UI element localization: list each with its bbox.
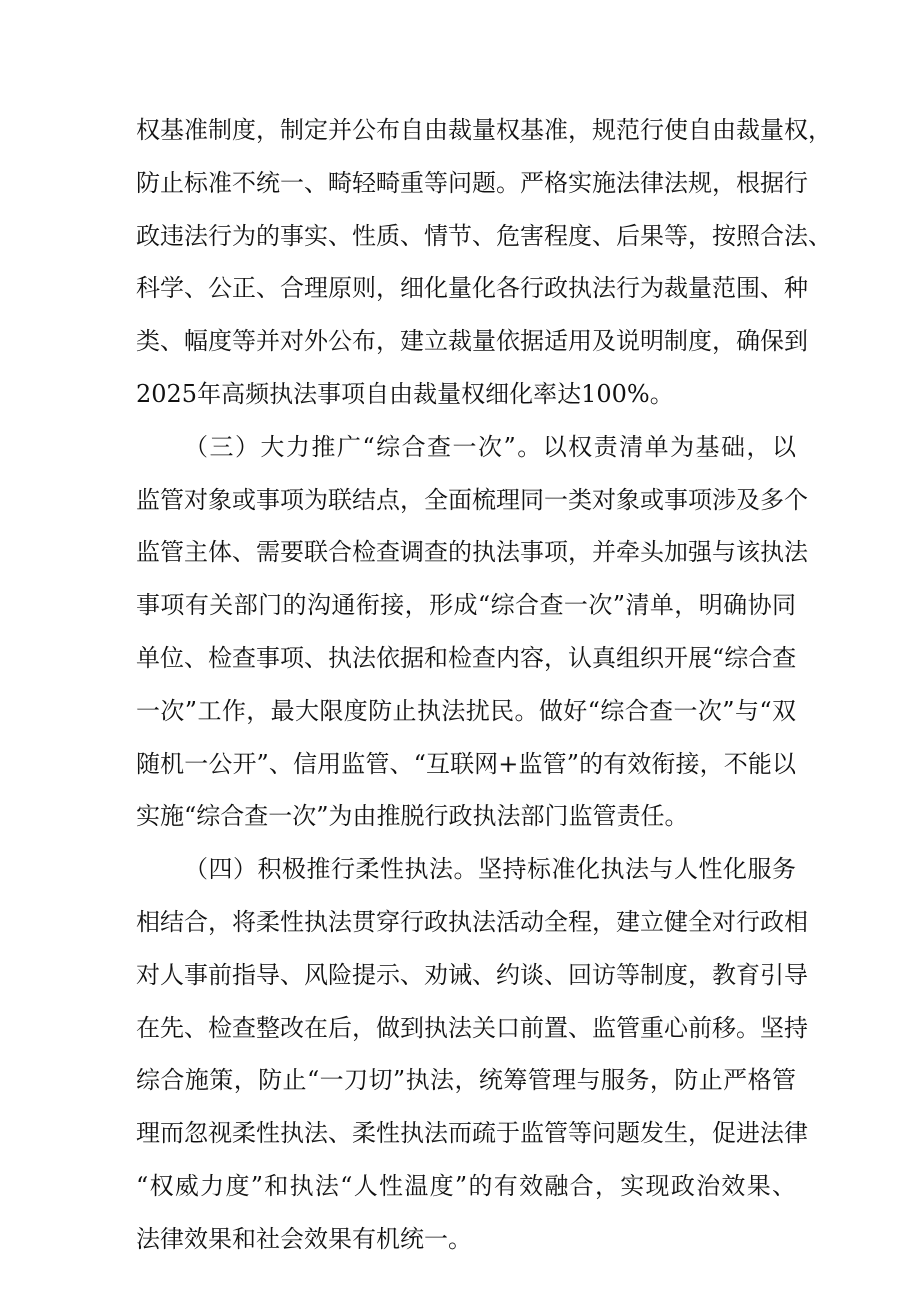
text-line: 理而忽视柔性执法、柔性执法而疏于监管等问题发生，促进法律 [136, 1119, 808, 1148]
text-line: 事项有关部门的沟通衔接，形成“综合查一次”清单，明确协同 [136, 591, 796, 620]
text-line: 科学、公正、合理原则，细化量化各行政执法行为裁量范围、种 [136, 274, 808, 303]
text-line: 一次”工作，最大限度防止执法扰民。做好“综合查一次”与“双 [136, 696, 796, 725]
paragraph-comprehensive-inspection [136, 421, 808, 843]
text-line: 防止标准不统一、畸轻畸重等问题。严格实施法律法规，根据行 [136, 168, 808, 197]
paragraph-discretion-standard [136, 104, 832, 421]
document-body [136, 104, 832, 1266]
text-line: 单位、检查事项、执法依据和检查内容，认真组织开展“综合查 [136, 643, 797, 672]
text-line: 政违法行为的事实、性质、情节、危害程度、后果等，按照合法、 [136, 221, 832, 250]
text-line: 2025年高频执法事项自由裁量权细化率达100%。 [136, 379, 674, 408]
text-line: 随机一公开”、信用监管、“互联网+监管”的有效衔接，不能以 [136, 749, 796, 778]
text-line: 实施“综合查一次”为由推脱行政执法部门监管责任。 [136, 802, 689, 831]
text-line: “权威力度”和执法“人性温度”的有效融合，实现政治效果、 [136, 1171, 796, 1200]
text-line: 在先、检查整改在后，做到执法关口前置、监管重心前移。坚持 [136, 1013, 808, 1042]
text-line: 权基准制度，制定并公布自由裁量权基准，规范行使自由裁量权， [136, 116, 832, 144]
text-line: 类、幅度等并对外公布，建立裁量依据适用及说明制度，确保到 [136, 327, 808, 356]
text-line: 对人事前指导、风险提示、劝诫、约谈、回访等制度，教育引导 [136, 960, 808, 989]
section-heading-line: （四）积极推行柔性执法。坚持标准化执法与人性化服务 [184, 855, 796, 884]
section-heading-line: （三）大力推广“综合查一次”。以权责清单为基础，以 [184, 432, 796, 461]
paragraph-flexible-enforcement [136, 843, 808, 1265]
text-line: 监管对象或事项为联结点，全面梳理同一类对象或事项涉及多个 [136, 485, 808, 514]
text-line: 法律效果和社会效果有机统一。 [136, 1224, 472, 1253]
text-line: 监管主体、需要联合检查调查的执法事项，并牵头加强与该执法 [136, 538, 808, 567]
text-line: 相结合，将柔性执法贯穿行政执法活动全程，建立健全对行政相 [136, 907, 808, 936]
text-line: 综合施策，防止“一刀切”执法，统筹管理与服务，防止严格管 [136, 1066, 796, 1095]
